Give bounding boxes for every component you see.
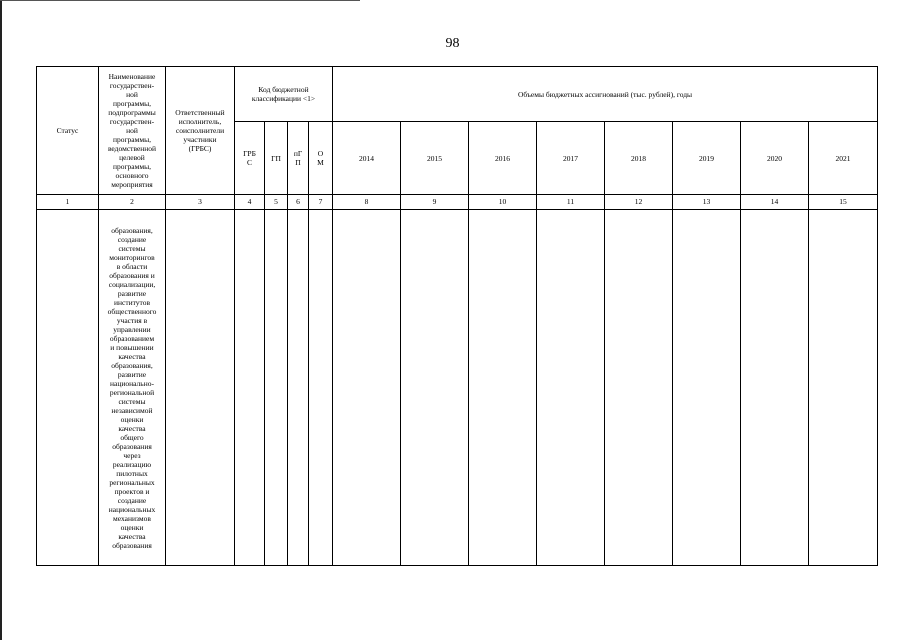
header-name-line: ной	[126, 126, 138, 135]
description-line: создание	[117, 495, 147, 505]
description-line: качества	[118, 351, 146, 361]
cell-year-value	[401, 210, 469, 566]
header-name-line: ведомственной	[107, 144, 157, 153]
header-name-line: мероприятия	[111, 180, 153, 189]
header-name-line: государствен-	[109, 81, 155, 90]
cell-code-om	[309, 210, 333, 566]
top-rule	[0, 0, 360, 1]
header-code-gp	[265, 122, 288, 195]
cell-year-value	[469, 210, 537, 566]
header-code-line: М	[317, 158, 324, 167]
description-line: системы	[118, 396, 146, 406]
column-number: 2	[99, 195, 166, 210]
header-status: Статус	[37, 67, 99, 195]
header-year: 2017	[537, 122, 605, 195]
description-line: системы	[118, 243, 146, 253]
header-name-line: ной	[126, 90, 138, 99]
budget-table	[36, 66, 878, 566]
description-line: участия в	[116, 315, 148, 325]
column-number: 5	[265, 195, 288, 210]
description-line: национально-	[110, 378, 154, 388]
cell-description	[99, 210, 166, 566]
cell-status	[37, 210, 99, 566]
header-executor-line: Ответственный	[175, 108, 225, 117]
description-line: в области	[116, 261, 148, 271]
page-left-edge	[0, 0, 2, 640]
description-line: образования,	[111, 360, 153, 370]
description-line: пилотных	[116, 468, 148, 478]
header-name-line: государствен-	[109, 117, 155, 126]
cell-year-value	[605, 210, 673, 566]
cell-executor	[166, 210, 235, 566]
description-line: и повышении	[110, 342, 154, 352]
table-row	[37, 210, 878, 566]
header-year: 2015	[401, 122, 469, 195]
description-line: мониторингов	[109, 252, 155, 262]
description-line: реализацию	[112, 459, 152, 469]
header-code-pgp	[288, 122, 309, 195]
header-name-line: основного	[115, 171, 149, 180]
description-line: независимой	[111, 405, 153, 415]
header-name-line: подпрограммы	[108, 108, 156, 117]
description-line: общего	[120, 432, 144, 442]
description-line: через	[123, 450, 141, 460]
description-line: региональной	[109, 387, 155, 397]
column-number: 14	[741, 195, 809, 210]
header-year: 2019	[673, 122, 741, 195]
description-line: развитие	[117, 369, 147, 379]
cell-code-pgp	[288, 210, 309, 566]
cell-year-value	[809, 210, 878, 566]
description-line: общественного	[107, 306, 157, 316]
header-executor	[166, 67, 235, 195]
header-name-line: программы,	[112, 99, 152, 108]
cell-year-value	[673, 210, 741, 566]
description-line: механизмов	[113, 513, 151, 523]
column-number: 10	[469, 195, 537, 210]
column-number: 13	[673, 195, 741, 210]
column-number: 1	[37, 195, 99, 210]
description-line: создание	[117, 234, 147, 244]
page-number: 98	[445, 36, 460, 51]
header-code-line: ГРБ	[243, 149, 256, 158]
header-executor-line: участники	[183, 135, 217, 144]
description-line: образования	[112, 441, 152, 451]
header-year: 2014	[333, 122, 401, 195]
description-line: образованием	[109, 333, 155, 343]
header-code-line: пГ	[293, 149, 303, 158]
header-row-1	[37, 67, 878, 122]
header-code-grbs	[235, 122, 265, 195]
header-name-line: программы,	[112, 135, 152, 144]
column-number-row	[37, 195, 878, 210]
header-year: 2016	[469, 122, 537, 195]
column-number: 4	[235, 195, 265, 210]
description-line: национальных	[108, 504, 156, 514]
header-year: 2020	[741, 122, 809, 195]
description-line: качества	[118, 423, 146, 433]
header-year: 2018	[605, 122, 673, 195]
column-number: 3	[166, 195, 235, 210]
cell-year-value	[333, 210, 401, 566]
header-code-line: О	[317, 149, 324, 158]
description-line: региональных	[109, 477, 155, 487]
header-budget-code	[235, 67, 333, 122]
description-line: социализации,	[108, 279, 156, 289]
header-year: 2021	[809, 122, 878, 195]
cell-code-gp	[265, 210, 288, 566]
header-code-line: ГП	[271, 153, 281, 163]
description-line: управлении	[113, 324, 151, 334]
description-line: развитие	[117, 288, 147, 298]
column-number: 12	[605, 195, 673, 210]
header-budget-code-line: Код бюджетной	[258, 85, 309, 94]
header-name-line: Наименование	[108, 72, 156, 81]
header-name-line: программы,	[112, 162, 152, 171]
column-number: 15	[809, 195, 878, 210]
cell-code-grbs	[235, 210, 265, 566]
header-code-line: С	[246, 158, 252, 167]
description-line: проектов и	[114, 486, 150, 496]
header-code-line: П	[295, 158, 301, 167]
description-line: оценки	[120, 522, 144, 532]
header-executor-line: соисполнители	[175, 126, 225, 135]
cell-year-value	[741, 210, 809, 566]
header-executor-line: исполнитель,	[178, 117, 222, 126]
header-program-name	[99, 67, 166, 195]
header-executor-line: (ГРБС)	[188, 144, 212, 153]
description-line: образования и	[109, 270, 155, 280]
description-line: институтов	[113, 297, 151, 307]
header-code-om	[309, 122, 333, 195]
description-line: качества	[118, 531, 146, 541]
column-number: 8	[333, 195, 401, 210]
header-volume: Объемы бюджетных ассигнований (тыс. рублей), годы	[333, 67, 878, 122]
column-number: 6	[288, 195, 309, 210]
cell-year-value	[537, 210, 605, 566]
description-line: оценки	[120, 414, 144, 424]
column-number: 7	[309, 195, 333, 210]
description-line: образования,	[111, 225, 153, 235]
column-number: 11	[537, 195, 605, 210]
header-name-line: целевой	[119, 153, 145, 162]
description-line: образования	[112, 540, 152, 550]
header-budget-code-line: классификации <1>	[251, 94, 316, 103]
column-number: 9	[401, 195, 469, 210]
